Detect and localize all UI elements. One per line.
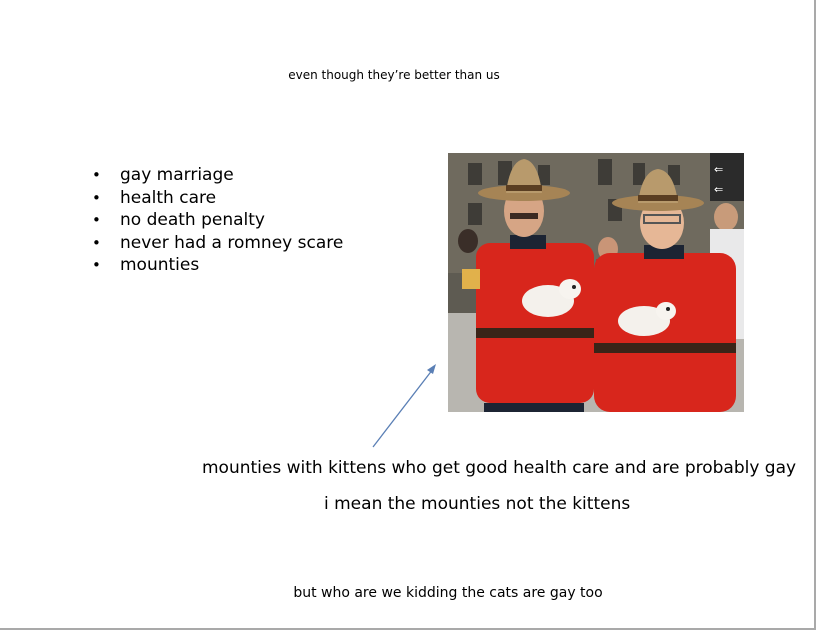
slide-subtitle: even though they’re better than us <box>288 68 500 82</box>
bullet-item: • no death penalty <box>92 209 343 232</box>
mounties-photo-illustration <box>448 153 744 412</box>
closing-line: but who are we kidding the cats are gay too <box>293 585 603 601</box>
photo-caption-clarification: i mean the mounties not the kittens <box>324 494 631 514</box>
bullet-item: • health care <box>92 187 343 210</box>
bullet-list <box>92 164 343 277</box>
svg-text:⇐: ⇐ <box>714 183 724 196</box>
bullet-item: • mounties <box>92 254 343 277</box>
bullet-item: • gay marriage <box>92 164 343 187</box>
mounties-photo <box>448 153 744 412</box>
bullet-item: • never had a romney scare <box>92 232 343 255</box>
svg-text:⇐: ⇐ <box>714 163 724 176</box>
photo-caption: mounties with kittens who get good health care and are probably gay <box>202 458 797 478</box>
